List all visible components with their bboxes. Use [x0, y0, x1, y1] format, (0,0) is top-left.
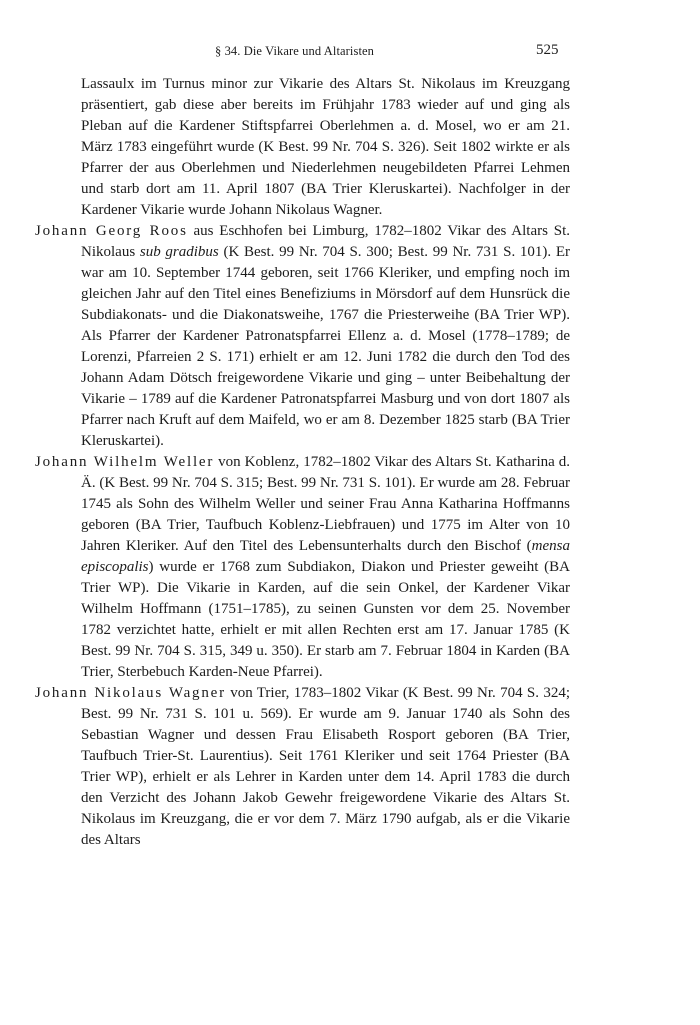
section-title: § 34. Die Vikare und Altaristen [215, 44, 375, 58]
entry-name: Johann Wilhelm Weller [35, 454, 215, 470]
continuation-paragraph: Lassaulx im Turnus minor zur Vikarie des Altars St. Nikolaus im Kreuzgang präsentiert, gab diese aber bereits im Frühjahr 1783 wieder auf und ging als Pleban auf die Kardener Stiftspfarrei Oberlehmen a. d. Mosel, wo er am 21. März 1783 eingeführt wurde (K Best. 99 Nr. 704 S. 326). Seit 1802 wirkte er als Pfarrer der aus Oberlehmen und Niederlehmen neugebildeten Pfarrei Lehmen und starb dort am 11. April 1807 (BA Trier Kleruskartei). Nachfolger in der Kardener Vikarie wurde Johann Nikolaus Wagner. [81, 76, 570, 218]
running-head [0, 44, 700, 64]
entry-roos [35, 221, 570, 452]
entry-weller [35, 452, 570, 683]
entry-italic: mensa episcopalis [81, 538, 570, 575]
entry-text: ) wurde er 1768 zum Subdiakon, Diakon und Priester geweiht (BA Trier WP). Die Vikarie in Karden, auf die sein Onkel, der Kardener Vikar Wilhelm Hoffmann (1751–1785), zu seinen Gunsten vor dem 25. November 1782 verzichtet hatte, erhielt er mit allen Rechten erst am 17. Januar 1785 (K Best. 99 Nr. 704 S. 315, 349 u. 350). Er starb am 7. Februar 1804 in Karden (BA Trier, Sterbebuch Karden-Neue Pfarrei). [81, 559, 570, 680]
entry-italic: sub gradibus [139, 244, 219, 260]
entry-text: von Trier, 1783–1802 Vikar (K Best. 99 Nr. 704 S. 324; Best. 99 Nr. 731 S. 101 u. 569). Er wurde am 9. Januar 1740 als Sohn des Sebastian Wagner und dessen Frau Elisabeth Rosport geboren (BA Trier, Taufbuch Trier-St. Laurentius). Seit 1761 Kleriker und seit 1764 Priester (BA Trier WP), erhielt er als Lehrer in Karden unter dem 14. April 1783 die durch den Verzicht des Johann Jakob Gewehr freigewordene Vikarie des Altars St. Nikolaus im Kreuzgang, die er vor dem 7. März 1790 aufgab, als er die Vikarie des Altars [81, 685, 570, 848]
entry-text: aus Eschhofen bei Limburg, 1782–1802 Vikar des Altars St. Nikolaus [81, 223, 570, 260]
entry-wagner [35, 683, 570, 851]
entry-text: (K Best. 99 Nr. 704 S. 300; Best. 99 Nr. 731 S. 101). Er war am 10. September 1744 geboren, seit 1766 Kleriker, und empfing noch im gleichen Jahr auf den Titel eines Benefiziums in Mörsdorf auf dem Hunsrück die Subdiakonats- und die Diakonatsweihe, 1767 die Priesterweihe (BA Trier WP). Als Pfarrer der Kardener Patronatspfarrei Ellenz a. d. Mosel (1778–1789; de Lorenzi, Pfarreien 2 S. 171) erhielt er am 12. Juni 1782 die durch den Tod des Johann Adam Dötsch freigewordene Vikarie und ging – unter Beibehaltung der Vikarie – 1789 auf die Kardener Patronatspfarrei Masburg und von dort 1807 als Pfarrer nach Kruft auf dem Maifeld, wo er am 8. Dezember 1825 starb (BA Trier Kleruskartei). [81, 244, 570, 449]
body-text [35, 74, 570, 851]
entry-name: Johann Georg Roos [35, 223, 188, 239]
entry-name: Johann Nikolaus Wagner [35, 685, 226, 701]
entry-text: von Koblenz, 1782–1802 Vikar des Altars St. Katharina d. Ä. (K Best. 99 Nr. 704 S. 315; Best. 99 Nr. 731 S. 101). Er wurde am 28. Februar 1745 als Sohn des Wilhelm Weller und seiner Frau Anna Katharina Hoffmanns geboren (BA Trier, Taufbuch Koblenz-Liebfrauen) und 1775 im Alter von 10 Jahren Kleriker. Auf den Titel des Lebensunterhalts durch den Bischof ( [81, 454, 570, 554]
page-number: 525 [536, 42, 559, 58]
